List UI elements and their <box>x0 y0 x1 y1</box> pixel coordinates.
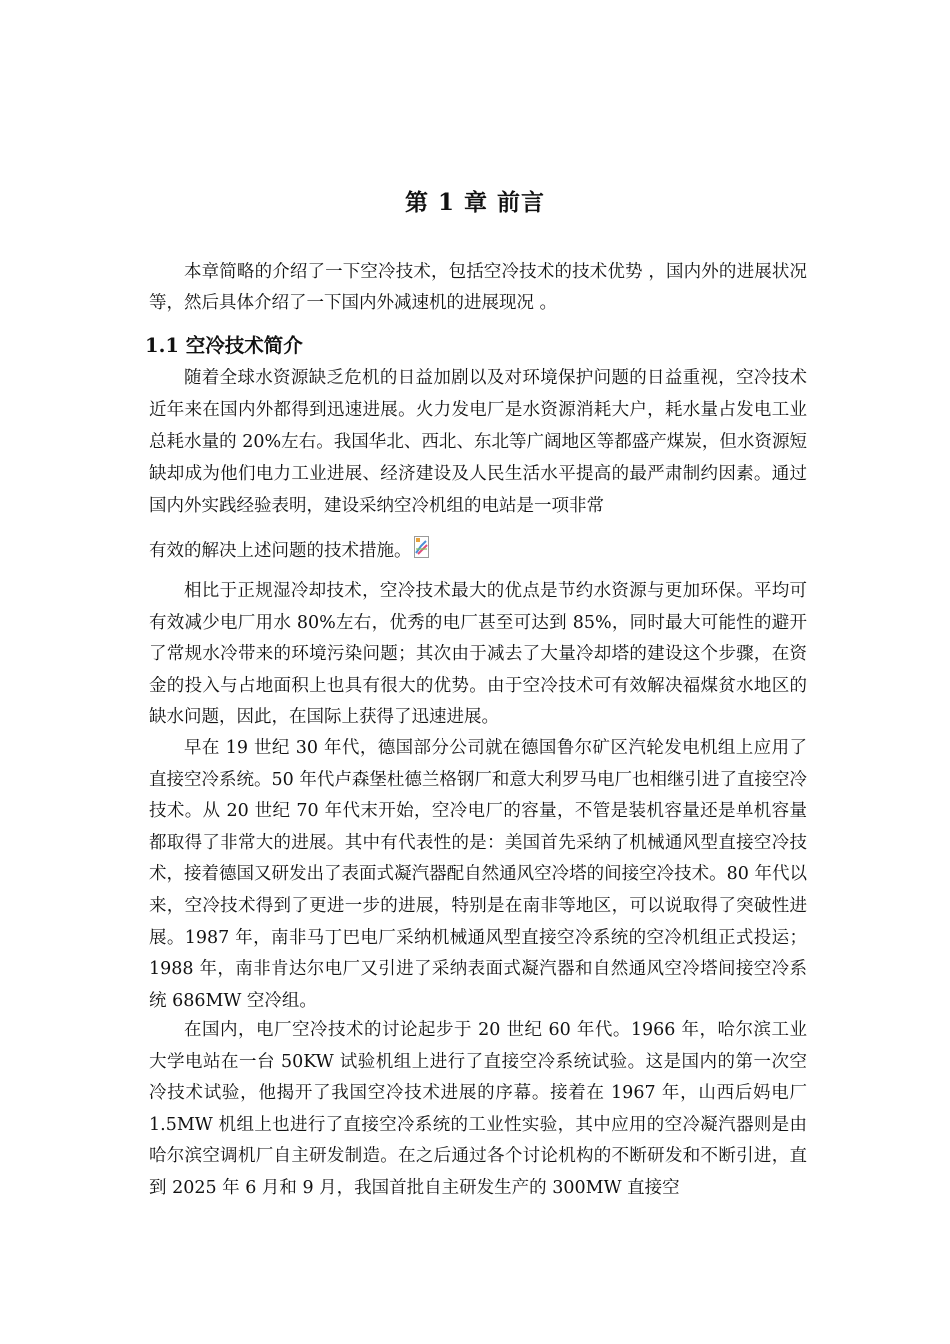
intro-paragraph: 本章简略的介绍了一下空冷技术，包括空冷技术的技术优势 ，国内外的进展状况等，然后具体介绍了一下国内外减速机的进展现况 。 <box>149 262 807 313</box>
body-paragraph-2: 相比于正规湿冷却技术，空冷技术最大的优点是节约水资源与更加环保。平均可有效减少电厂用水 80%左右，优秀的电厂甚至可达到 85%，同时最大可能性的避开了常规水冷带来的环境污染问题；其次由于减去了大量冷却塔的建设这个步骤，在资金的投入与占地面积上也具有很大的优势。由于空冷技术可有效解决福煤贫水地区的缺水问题，因此，在国际上获得了迅速进展。 <box>149 581 807 728</box>
body-paragraph-1-tail <box>149 536 429 567</box>
body-paragraph-1: 随着全球水资源缺乏危机的日益加剧以及对环境保护问题的日益重视，空冷技术近年来在国内外都得到迅速进展。火力发电厂是水资源消耗大户，耗水量占发电工业总耗水量的 20%左右。我国华北、西北、东北等广阔地区等都盛产煤炭，但水资源短缺却成为他们电力工业进展、经济建设及人民生活水平提高的最严肃制约因素。通过国内外实践经验表明，建设采纳空冷机组的电站是一项非常 <box>149 368 807 516</box>
body-paragraph-1-tail-text: 有效的解决上述问题的技术措施。 <box>149 541 412 561</box>
body-paragraph-3: 早在 19 世纪 30 年代，德国部分公司就在德国鲁尔矿区汽轮发电机组上应用了直接空冷系统。50 年代卢森堡杜德兰格钢厂和意大利罗马电厂也相继引进了直接空冷技术。从 20 世纪 70 年代末开始，空冷电厂的容量，不管是装机容量还是单机容量都取得了非常大的进展。其中有代表性的是：美国首先采纳了机械通风型直接空冷技术，接着德国又研发出了表面式凝汽器配自然通风空冷塔的间接空冷技术。80 年代以来，空冷技术得到了更进一步的进展，特别是在南非等地区，可以说取得了突破性进展。1987 年，南非马丁巴电厂采纳机械通风型直接空冷系统的空冷机组正式投运；1988 年，南非肯达尔电厂又引进了采纳表面式凝汽器和自然通风空冷塔间接空冷系统 686MW 空冷组。 <box>149 738 807 1011</box>
body-paragraph-4: 在国内，电厂空冷技术的讨论起步于 20 世纪 60 年代。1966 年，哈尔滨工业大学电站在一台 50KW 试验机组上进行了直接空冷系统试验。这是国内的第一次空冷技术试验，他揭开了我国空冷技术进展的序幕。接着在 1967 年，山西后妈电厂 1.5MW 机组上也进行了直接空冷系统的工业性实验，其中应用的空冷凝汽器则是由哈尔滨空调机厂自主研发制造。在之后通过各个讨论机构的不断研发和不断引进，直到 2025 年 6 月和 9 月，我国首批自主研发生产的 300MW 直接空 <box>149 1020 807 1198</box>
broken-image-icon <box>414 536 429 558</box>
section-heading: 1.1 空冷技术简介 <box>145 334 303 357</box>
chapter-title: 第 1 章 前言 <box>404 189 546 216</box>
